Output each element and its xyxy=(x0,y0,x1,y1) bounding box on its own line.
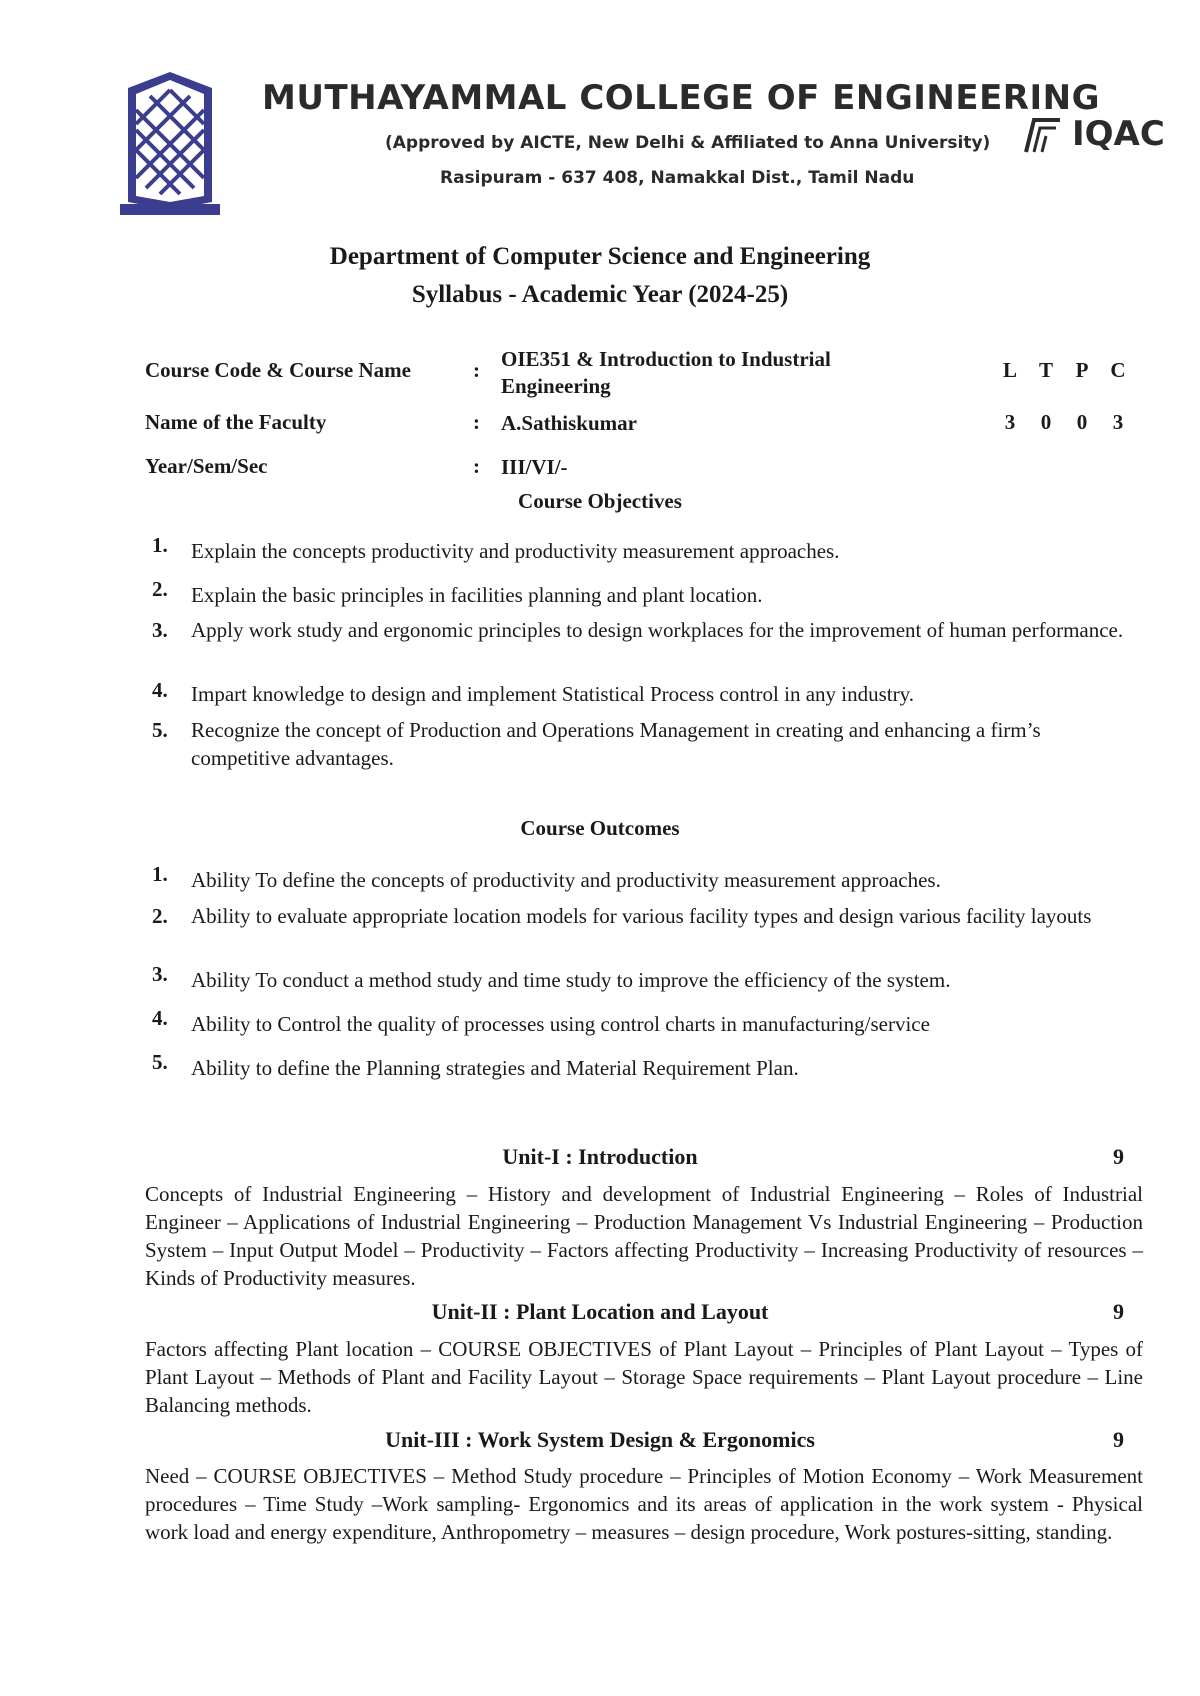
iqac-label: IQAC xyxy=(1072,114,1165,154)
faculty-value: A.Sathiskumar xyxy=(501,411,637,435)
college-logo xyxy=(120,70,220,215)
objective-number: 5. xyxy=(152,718,168,742)
ltpc-value-l: 3 xyxy=(1004,410,1016,434)
ltpc-header-p: P xyxy=(1075,358,1089,382)
unit-description: Need – COURSE OBJECTIVES – Method Study procedure – Principles of Motion Economy – Work Measurement procedures – Time Study –Work sampling- Ergonomics and its areas of application in the work system - Physical work load and energy expenditure, Anthropometry – measures – design procedure, Work postures-sitting, standing. xyxy=(145,1464,1143,1544)
ltpc-value-c: 3 xyxy=(1112,410,1124,434)
course-value: OIE351 & Introduction to Industrial Engineering xyxy=(501,347,831,398)
outcome-text: Ability to define the Planning strategies and Material Requirement Plan. xyxy=(191,1056,799,1080)
ltpc-header-l: L xyxy=(1002,358,1017,382)
year-value: III/VI/- xyxy=(501,455,568,479)
objective-text: Explain the concepts productivity and productivity measurement approaches. xyxy=(191,539,840,563)
objective-number: 2. xyxy=(152,577,168,601)
objective-text: Recognize the concept of Production and Operations Management in creating and enhancing a firm’s competitive advantages. xyxy=(191,718,1041,770)
outcome-number: 1. xyxy=(152,862,168,886)
course-label: Course Code & Course Name xyxy=(145,358,411,382)
unit-title: Unit-II : Plant Location and Layout xyxy=(431,1299,769,1324)
department-title: Department of Computer Science and Engineering xyxy=(329,243,871,270)
outcome-number: 5. xyxy=(152,1050,168,1074)
faculty-colon: : xyxy=(473,410,480,434)
outcome-text: Ability to evaluate appropriate location models for various facility types and design various facility layouts xyxy=(191,904,1092,928)
ltpc-header-t: T xyxy=(1038,358,1053,382)
iqac-icon xyxy=(1020,112,1068,160)
iqac-logo xyxy=(1020,112,1165,160)
faculty-label: Name of the Faculty xyxy=(145,410,327,434)
course-colon: : xyxy=(473,358,480,382)
outcome-number: 4. xyxy=(152,1006,168,1030)
outcome-number: 3. xyxy=(152,962,168,986)
college-address: Rasipuram - 637 408, Namakkal Dist., Tamil Nadu xyxy=(440,168,915,188)
unit-title: Unit-III : Work System Design & Ergonomics xyxy=(385,1427,815,1452)
objective-text: Explain the basic principles in facilities planning and plant location. xyxy=(191,583,763,607)
outcome-text: Ability to Control the quality of processes using control charts in manufacturing/service xyxy=(191,1012,930,1036)
unit-hours: 9 xyxy=(1113,1299,1124,1324)
ltpc-value-p: 0 xyxy=(1076,410,1088,434)
objectives-heading: Course Objectives xyxy=(518,489,682,513)
college-name: MUTHAYAMMAL COLLEGE OF ENGINEERING xyxy=(262,78,1100,118)
objective-text: Apply work study and ergonomic principles to design workplaces for the improvement of human performance. xyxy=(191,618,1124,642)
unit-title: Unit-I : Introduction xyxy=(502,1144,698,1169)
objective-number: 4. xyxy=(152,678,168,702)
unit-description: Factors affecting Plant location – COURSE OBJECTIVES of Plant Layout – Principles of Plant Layout – Types of Plant Layout – Methods of Plant and Facility Layout – Storage Space requirements – Plant Layout procedure – Line Balancing methods. xyxy=(145,1337,1143,1417)
ltpc-value-t: 0 xyxy=(1040,410,1052,434)
ltpc-header-c: C xyxy=(1110,358,1126,382)
syllabus-title: Syllabus - Academic Year (2024-25) xyxy=(411,281,789,308)
unit-hours: 9 xyxy=(1113,1427,1124,1452)
college-header xyxy=(0,0,1200,230)
objective-text: Impart knowledge to design and implement Statistical Process control in any industry. xyxy=(191,682,915,706)
outcome-number: 2. xyxy=(152,904,168,928)
year-label: Year/Sem/Sec xyxy=(145,454,268,478)
unit-hours: 9 xyxy=(1113,1144,1124,1169)
outcomes-heading: Course Outcomes xyxy=(520,816,680,840)
year-colon: : xyxy=(473,454,480,478)
outcome-text: Ability To conduct a method study and time study to improve the efficiency of the system. xyxy=(191,968,951,992)
objective-number: 3. xyxy=(152,618,168,642)
objective-number: 1. xyxy=(152,533,168,557)
unit-description: Concepts of Industrial Engineering – History and development of Industrial Engineering – Roles of Industrial Engineer – Applications of Industrial Engineering – Production Management Vs Industrial Engineering – Production System – Input Output Model – Productivity – Factors affecting Productivity – Increasing Productivity of resources – Kinds of Productivity measures. xyxy=(145,1182,1143,1290)
outcome-text: Ability To define the concepts of productivity and productivity measurement approaches. xyxy=(191,868,941,892)
college-approval: (Approved by AICTE, New Delhi & Affiliated to Anna University) xyxy=(385,133,991,153)
